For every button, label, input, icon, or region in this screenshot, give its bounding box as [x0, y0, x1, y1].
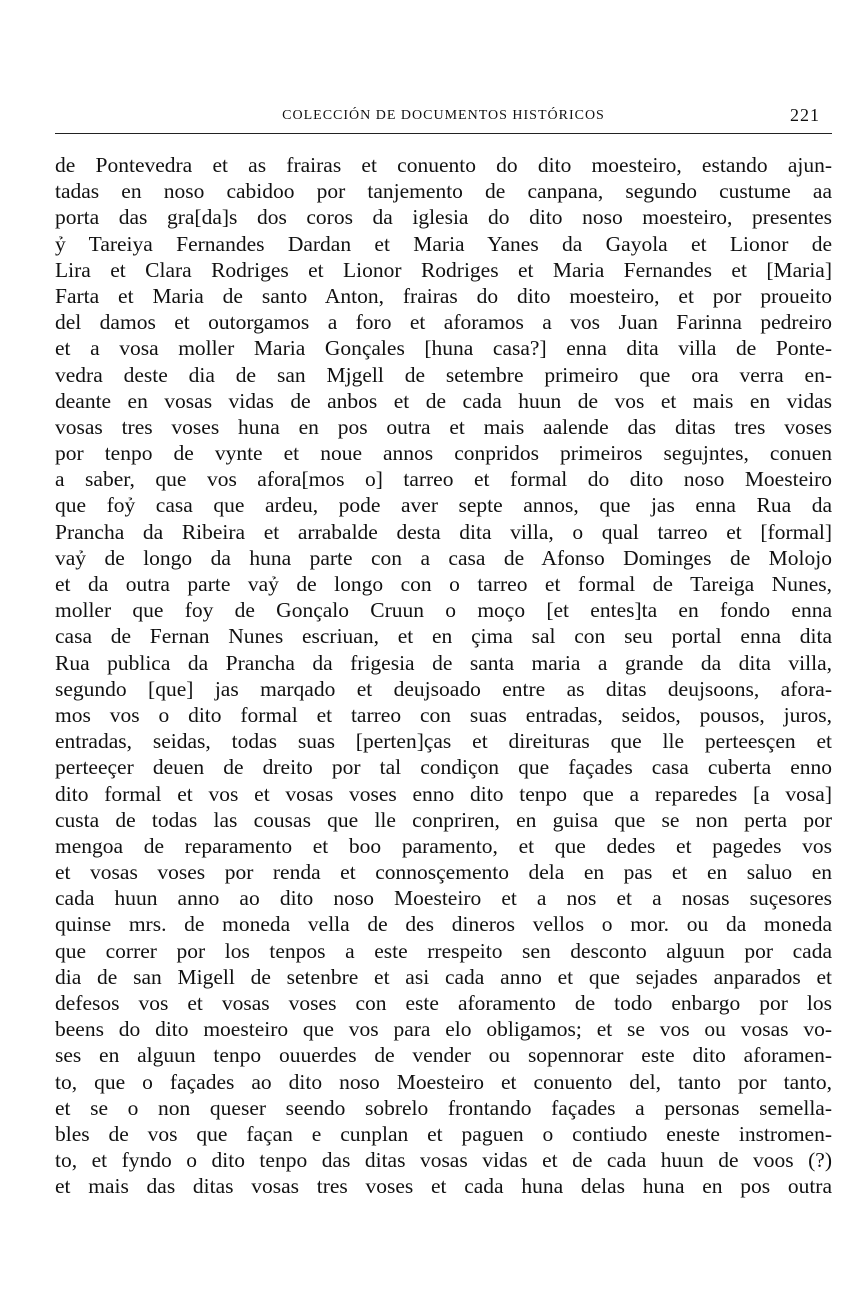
text-line: et da outra parte vaỷ de longo con o tarreo et formal de Tareiga Nunes,: [55, 572, 832, 596]
text-line: tadas en noso cabidoo por tanjemento de canpana, segundo custume aa: [55, 179, 832, 204]
text-line: bles de vos que façan e cunplan et paguen o contiudo eneste instromen-: [55, 1121, 832, 1146]
document-body: [55, 152, 832, 1200]
text-line: Farta et Maria de santo Anton, frairas do dito moesteiro, et por proueito: [55, 283, 832, 308]
text-line: porta das gra[da]s dos coros da iglesia do dito noso moesteiro, presentes: [55, 205, 832, 230]
text-line: del damos et outorgamos a foro et aforamos a vos Juan Farinna pedreiro: [55, 310, 832, 335]
text-line: Lira et Clara Rodriges et Lionor Rodriges et Maria Fernandes et [Maria]: [55, 257, 832, 282]
text-line: perteeçer deuen de dreito por tal condiçon que façades casa cuberta enno: [55, 755, 832, 780]
text-line: ses en alguun tenpo ouuerdes de vender ou sopennorar este dito aforamen-: [55, 1043, 832, 1068]
text-line: to, que o façades ao dito noso Moesteiro et conuento del, tanto por tanto,: [55, 1069, 832, 1094]
text-line: to, et fyndo o dito tenpo das ditas vosas vidas et de cada huun de voos (?): [55, 1148, 832, 1173]
text-line: segundo [que] jas marqado et deujsoado entre as ditas deujsoons, afora-: [55, 676, 832, 701]
text-line: deante en vosas vidas de anbos et de cada huun de vos et mais en vidas: [55, 388, 832, 413]
text-line: vaỷ de longo da huna parte con a casa de Afonso Dominges de Molojo: [55, 545, 832, 570]
text-line: Prancha da Ribeira et arrabalde desta dita villa, o qual tarreo et [formal]: [55, 519, 832, 544]
text-line: cada huun anno ao dito noso Moesteiro et a nos et a nosas suçesores: [55, 886, 832, 911]
text-line: entradas, seidas, todas suas [perten]ças et direituras que lle perteesçen et: [55, 729, 832, 754]
text-line: que foỷ casa que ardeu, pode aver septe annos, que jas enna Rua da: [55, 493, 832, 518]
text-line: defesos vos et vosas voses con este aforamento de todo enbargo por los: [55, 991, 832, 1015]
text-line: et vosas voses por renda et connosçemento dela en pas et en saluo en: [55, 860, 832, 885]
text-line: beens do dito moesteiro que vos para elo obligamos; et se vos ou vosas vo-: [55, 1017, 832, 1042]
text-line: a saber, que vos afora[mos o] tarreo et formal do dito noso Moesteiro: [55, 467, 832, 492]
text-line: ỷ Tareiya Fernandes Dardan et Maria Yanes da Gayola et Lionor de: [55, 231, 832, 256]
text-line: moller que foy de Gonçalo Cruun o moço [et entes]ta en fondo enna: [55, 598, 832, 623]
page-number: 221: [790, 105, 820, 125]
text-line: vosas tres voses huna en pos outra et mais aalende das ditas tres voses: [55, 414, 832, 439]
text-line: et se o non queser seendo sobrelo frontando façades a personas semella-: [55, 1095, 832, 1120]
header-rule: [55, 133, 832, 134]
text-line: de Pontevedra et as frairas et conuento do dito moesteiro, estando ajun-: [55, 153, 832, 177]
text-line: quinse mrs. de moneda vella de des dineros vellos o mor. ou da moneda: [55, 912, 832, 937]
text-line: dito formal et vos et vosas voses enno dito tenpo que a reparedes [a vosa]: [55, 781, 832, 806]
running-title: COLECCIÓN DE DOCUMENTOS HISTÓRICOS: [282, 108, 605, 123]
text-line: por tenpo de vynte et noue annos conpridos primeiros segujntes, conuen: [55, 441, 832, 466]
text-line: que correr por los tenpos a este rrespeito sen desconto alguun por cada: [55, 938, 832, 963]
text-line: casa de Fernan Nunes escriuan, et en çima sal con seu portal enna dita: [55, 624, 832, 649]
text-line: custa de todas las cousas que lle conpriren, en guisa que se non perta por: [55, 807, 832, 832]
text-line: vedra deste dia de san Mjgell de setembre primeiro que ora verra en-: [55, 362, 832, 387]
text-line: mos vos o dito formal et tarreo con suas entradas, seidos, pousos, juros,: [55, 702, 832, 727]
text-line: et a vosa moller Maria Gonçales [huna casa?] enna dita villa de Ponte-: [55, 336, 832, 361]
page-header: [55, 104, 832, 128]
text-line: Rua publica da Prancha da frigesia de santa maria a grande da dita villa,: [55, 650, 832, 675]
text-line: dia de san Migell de setenbre et asi cada anno et que sejades anparados et: [55, 964, 832, 989]
text-line: mengoa de reparamento et boo paramento, et que dedes et pagedes vos: [55, 833, 832, 858]
text-line: et mais das ditas vosas tres voses et cada huna delas huna en pos outra: [55, 1174, 832, 1199]
